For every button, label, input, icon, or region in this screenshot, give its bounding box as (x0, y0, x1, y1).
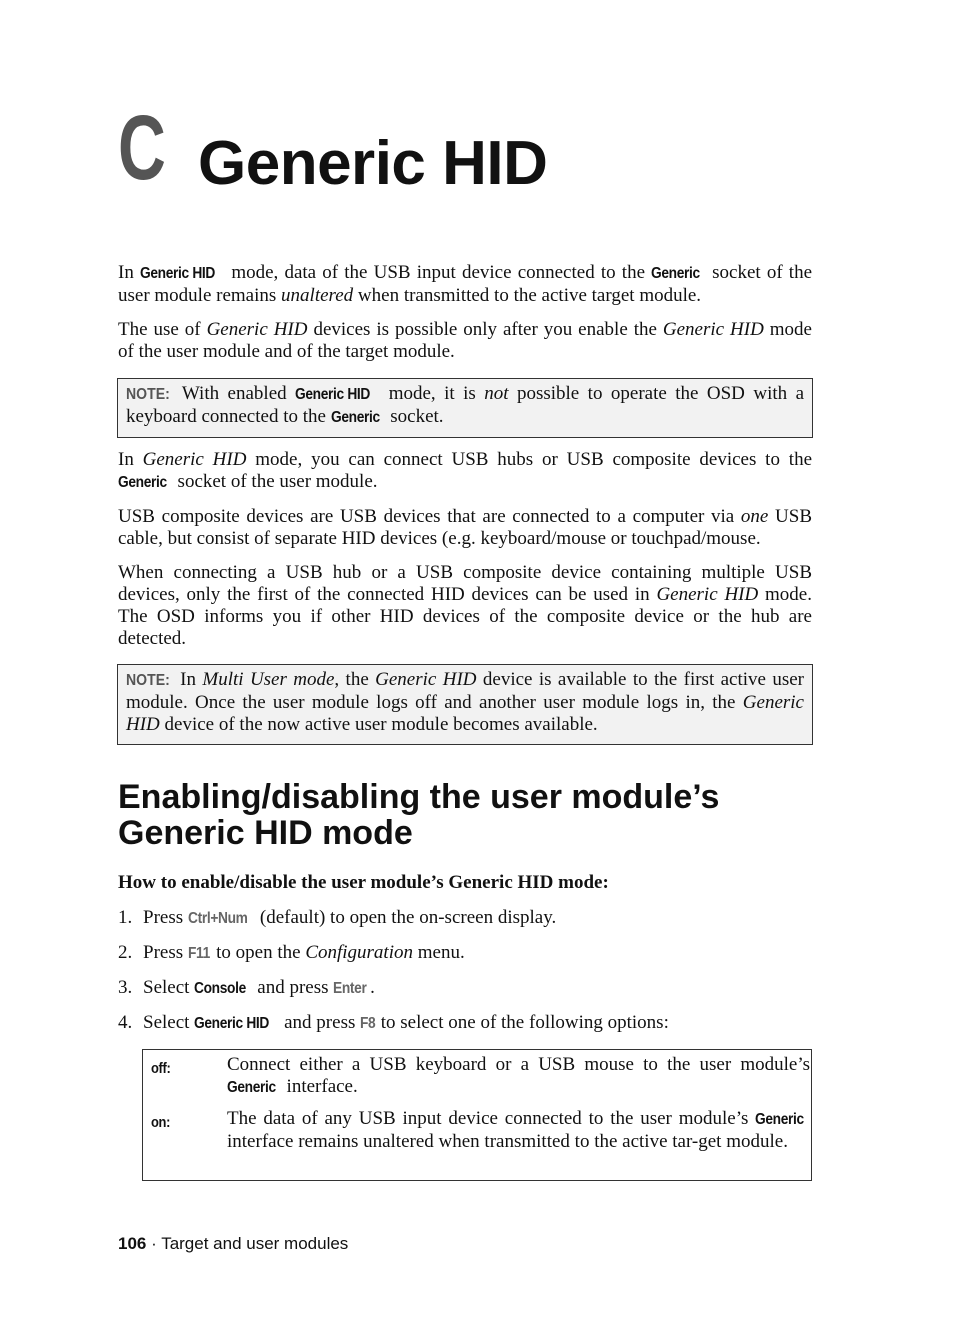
paragraph-hubs: In Generic HID mode, you can connect USB hubs or USB composite devices to the Generic socket of the user module. (118, 449, 812, 492)
chapter-title: Generic HID (198, 129, 548, 198)
note-label: NOTE: (126, 672, 170, 689)
step-item: 3. Select Console and press Enter . (118, 977, 375, 998)
note-box-osd: NOTE: With enabled Generic HID mode, it is not possible to operate the OSD with a keyboard connected to the Generic socket. (117, 378, 813, 438)
keyword: Generic (227, 1079, 276, 1096)
key-combo: F11 (187, 945, 210, 962)
option-key: on: (151, 1114, 171, 1131)
option-row-off (143, 1050, 811, 1108)
step-item: 1. Press Ctrl+Num (default) to open the on-screen display. (118, 907, 557, 928)
paragraph-composite: USB composite devices are USB devices that are connected to a computer via one USB cable, but consist of separate HID devices (e.g. keyboard/mouse or touchpad/mouse. (118, 506, 812, 549)
paragraph-intro: In Generic HID mode, data of the USB input device connected to the Generic socket of the user module remains unaltered when transmitted to the active target module. (118, 262, 813, 306)
option-description: Connect either a USB keyboard or a USB mouse to the user module’s Generic interface. (227, 1054, 810, 1097)
key-combo: Enter (333, 980, 367, 997)
option-description: The data of any USB input device connected to the user module’s Generic interface remains unaltered when transmitted to the active tar-get module. (227, 1108, 805, 1152)
key-combo: F8 (360, 1015, 376, 1032)
chapter-letter: C (118, 97, 166, 199)
paragraph-enable: The use of Generic HID devices is possible only after you enable the Generic HID mode of the user module and of the target module. (118, 319, 812, 362)
key-combo: Ctrl+Num (187, 910, 248, 927)
keyword: Generic (651, 265, 701, 282)
step-item: 4. Select Generic HID and press F8 to select one of the following options: (118, 1012, 669, 1033)
option-row-on (143, 1108, 811, 1180)
options-table (142, 1049, 812, 1181)
footer-section: Target and user modules (161, 1234, 349, 1253)
option-key: off: (151, 1060, 171, 1077)
paragraph-hub-detect: When connecting a USB hub or a USB composite device containing multiple USB devices, only the first of the connected HID devices can be used in Generic HID mode. The OSD informs you if other HID devices of the composite device or the hub are detected. (118, 562, 812, 649)
note-box-multi-user: NOTE: In Multi User mode, the Generic HID device is available to the first active user module. Once the user module logs off and another user module logs in, the Generic HID device of the now active user module becomes available. (117, 664, 813, 745)
keyword: Generic (118, 474, 167, 491)
page-number: 106 (118, 1234, 147, 1253)
keyword: Generic (330, 409, 380, 426)
note-label: NOTE: (126, 386, 170, 403)
page-footer: 106 · Target and user modules (118, 1234, 349, 1253)
step-item: 2. Press F11 to open the Configuration menu. (118, 942, 465, 963)
procedure-heading: How to enable/disable the user module’s Generic HID mode: (118, 872, 609, 893)
menu-item-name: Console (194, 980, 247, 997)
keyword: Generic (755, 1111, 805, 1128)
menu-item-name: Generic HID (194, 1015, 270, 1032)
keyword: Generic HID (140, 265, 215, 282)
section-heading: Enabling/disabling the user module’s Generic HID mode (118, 778, 720, 852)
keyword: Generic HID (295, 386, 371, 403)
